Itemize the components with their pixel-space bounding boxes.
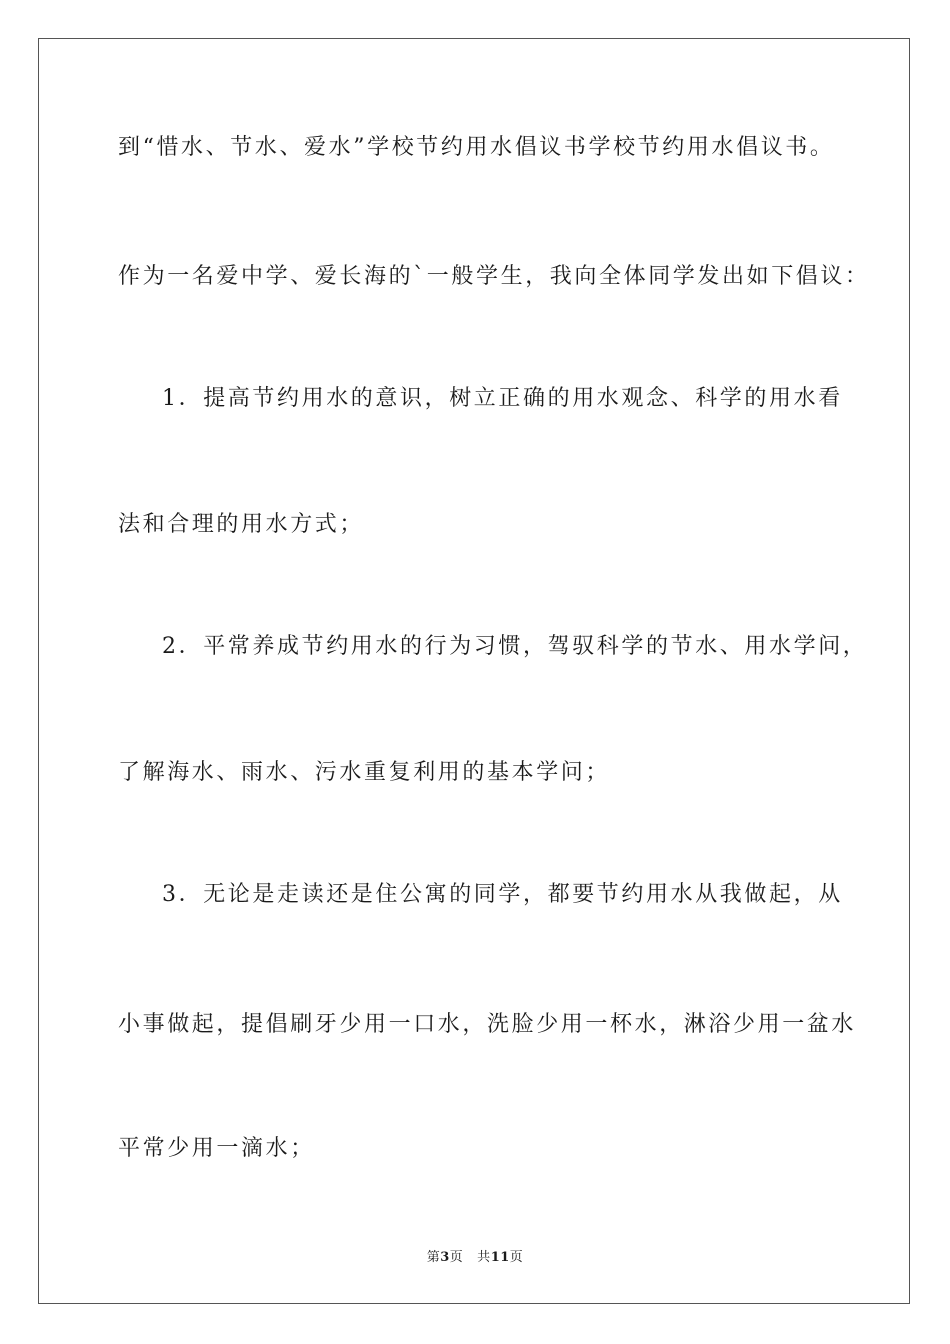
text-line-7: 3．无论是走读还是住公寓的同学，都要节约用水从我做起，从 [162, 882, 843, 907]
footer-total-prefix: 共 [477, 1250, 491, 1265]
text-line-3: 1．提高节约用水的意识，树立正确的用水观念、科学的用水看 [162, 386, 843, 411]
footer-total-pages: 11 [490, 1250, 510, 1265]
footer-page-prefix: 第 [426, 1250, 441, 1265]
footer-page-suffix: 页 [449, 1250, 464, 1265]
footer-total-suffix: 页 [509, 1250, 524, 1265]
text-line-8: 小事做起，提倡刷牙少用一口水，洗脸少用一杯水，淋浴少用一盆水 [118, 1012, 857, 1037]
text-line-9: 平常少用一滴水； [118, 1136, 315, 1161]
text-line-2: 作为一名爱中学、爱长海的`一般学生，我向全体同学发出如下倡议： [118, 264, 870, 289]
footer-page-number: 3 [440, 1250, 450, 1265]
page-footer [0, 1246, 950, 1265]
text-line-4: 法和合理的用水方式； [118, 512, 365, 537]
page-frame [38, 38, 910, 1304]
text-line-1: 到“惜水、节水、爱水”学校节约用水倡议书学校节约用水倡议书。 [118, 135, 835, 160]
text-line-6: 了解海水、雨水、污水重复利用的基本学问； [118, 760, 611, 785]
text-line-5: 2．平常养成节约用水的行为习惯，驾驭科学的节水、用水学问， [162, 634, 868, 659]
